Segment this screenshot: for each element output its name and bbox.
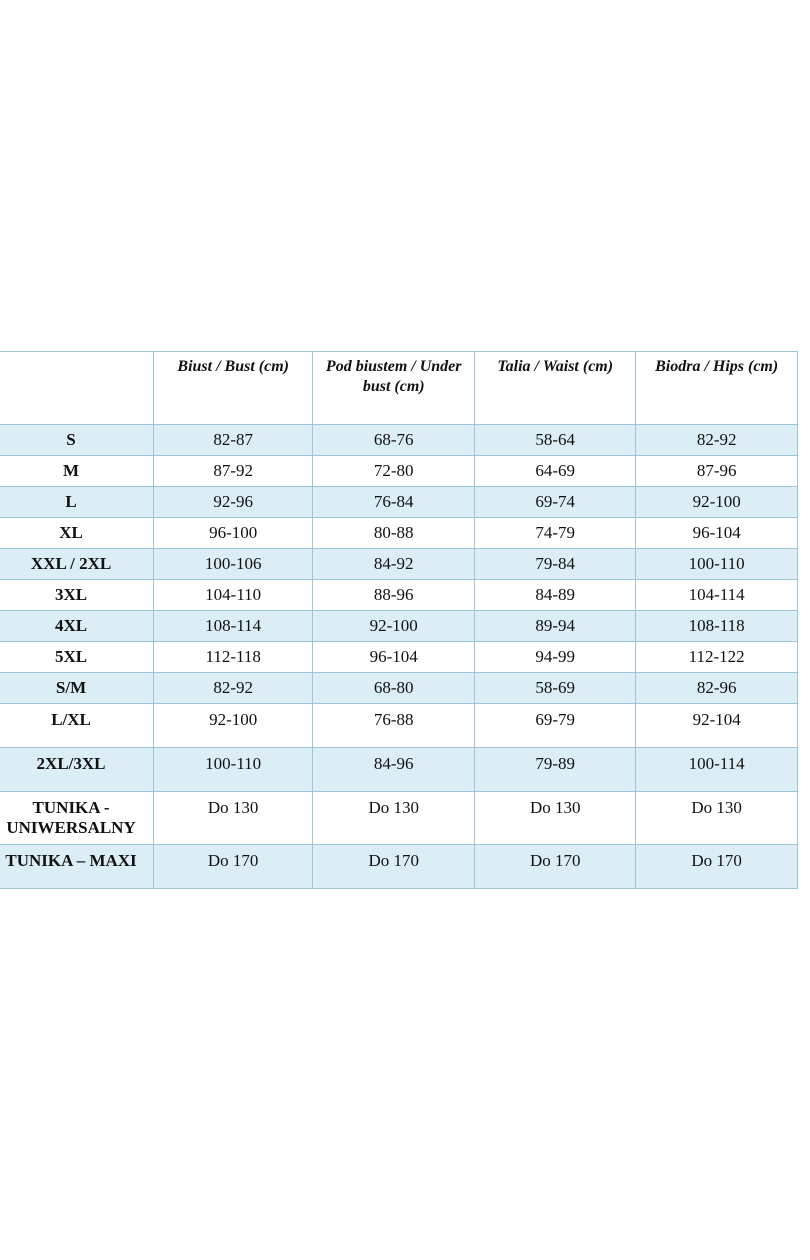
size-label: M (0, 456, 154, 487)
table-row (0, 456, 798, 487)
size-label: 5XL (0, 642, 154, 673)
table-row (0, 580, 798, 611)
under-bust-value: 72-80 (313, 456, 475, 487)
bust-value: 96-100 (154, 518, 313, 549)
waist-value: 69-79 (475, 704, 636, 748)
hips-value: 100-114 (636, 748, 798, 792)
size-chart-table (0, 351, 798, 889)
table-row (0, 673, 798, 704)
hips-value: Do 170 (636, 845, 798, 889)
waist-value: Do 130 (475, 792, 636, 845)
header-bust: Biust / Bust (cm) (154, 352, 313, 425)
hips-value: 92-104 (636, 704, 798, 748)
waist-value: 74-79 (475, 518, 636, 549)
waist-value: Do 170 (475, 845, 636, 889)
size-label: XXL / 2XL (0, 549, 154, 580)
table-row (0, 518, 798, 549)
under-bust-value: 76-84 (313, 487, 475, 518)
hips-value: 92-100 (636, 487, 798, 518)
size-label: L/XL (0, 704, 154, 748)
size-label: TUNIKA – MAXI (0, 845, 154, 889)
under-bust-value: 92-100 (313, 611, 475, 642)
under-bust-value: 68-76 (313, 425, 475, 456)
hips-value: 96-104 (636, 518, 798, 549)
bust-value: 82-87 (154, 425, 313, 456)
under-bust-value: 88-96 (313, 580, 475, 611)
waist-value: 89-94 (475, 611, 636, 642)
under-bust-value: 80-88 (313, 518, 475, 549)
hips-value: 87-96 (636, 456, 798, 487)
size-label: S/M (0, 673, 154, 704)
header-waist: Talia / Waist (cm) (475, 352, 636, 425)
size-label: XL (0, 518, 154, 549)
table-row (0, 642, 798, 673)
hips-value: 100-110 (636, 549, 798, 580)
waist-value: 58-69 (475, 673, 636, 704)
bust-value: Do 130 (154, 792, 313, 845)
header-size (0, 352, 154, 425)
table-row (0, 487, 798, 518)
bust-value: Do 170 (154, 845, 313, 889)
bust-value: 82-92 (154, 673, 313, 704)
table-row (0, 845, 798, 889)
bust-value: 87-92 (154, 456, 313, 487)
size-label: TUNIKA - UNIWERSALNY (0, 792, 154, 845)
hips-value: Do 130 (636, 792, 798, 845)
header-hips: Biodra / Hips (cm) (636, 352, 798, 425)
hips-value: 108-118 (636, 611, 798, 642)
hips-value: 82-96 (636, 673, 798, 704)
waist-value: 84-89 (475, 580, 636, 611)
under-bust-value: 84-96 (313, 748, 475, 792)
under-bust-value: 84-92 (313, 549, 475, 580)
bust-value: 100-110 (154, 748, 313, 792)
size-label: 3XL (0, 580, 154, 611)
hips-value: 104-114 (636, 580, 798, 611)
waist-value: 58-64 (475, 425, 636, 456)
hips-value: 82-92 (636, 425, 798, 456)
size-label: 4XL (0, 611, 154, 642)
bust-value: 112-118 (154, 642, 313, 673)
under-bust-value: 68-80 (313, 673, 475, 704)
header-under-bust: Pod biustem / Under bust (cm) (313, 352, 475, 425)
bust-value: 108-114 (154, 611, 313, 642)
waist-value: 79-84 (475, 549, 636, 580)
hips-value: 112-122 (636, 642, 798, 673)
table-row (0, 748, 798, 792)
table-row (0, 704, 798, 748)
under-bust-value: 76-88 (313, 704, 475, 748)
waist-value: 94-99 (475, 642, 636, 673)
size-label: S (0, 425, 154, 456)
waist-value: 79-89 (475, 748, 636, 792)
table-row (0, 792, 798, 845)
header-row (0, 352, 798, 425)
bust-value: 104-110 (154, 580, 313, 611)
bust-value: 92-100 (154, 704, 313, 748)
under-bust-value: 96-104 (313, 642, 475, 673)
waist-value: 64-69 (475, 456, 636, 487)
waist-value: 69-74 (475, 487, 636, 518)
size-label: 2XL/3XL (0, 748, 154, 792)
table-row (0, 425, 798, 456)
table-row (0, 611, 798, 642)
size-label: L (0, 487, 154, 518)
bust-value: 100-106 (154, 549, 313, 580)
table-row (0, 549, 798, 580)
under-bust-value: Do 170 (313, 845, 475, 889)
bust-value: 92-96 (154, 487, 313, 518)
under-bust-value: Do 130 (313, 792, 475, 845)
